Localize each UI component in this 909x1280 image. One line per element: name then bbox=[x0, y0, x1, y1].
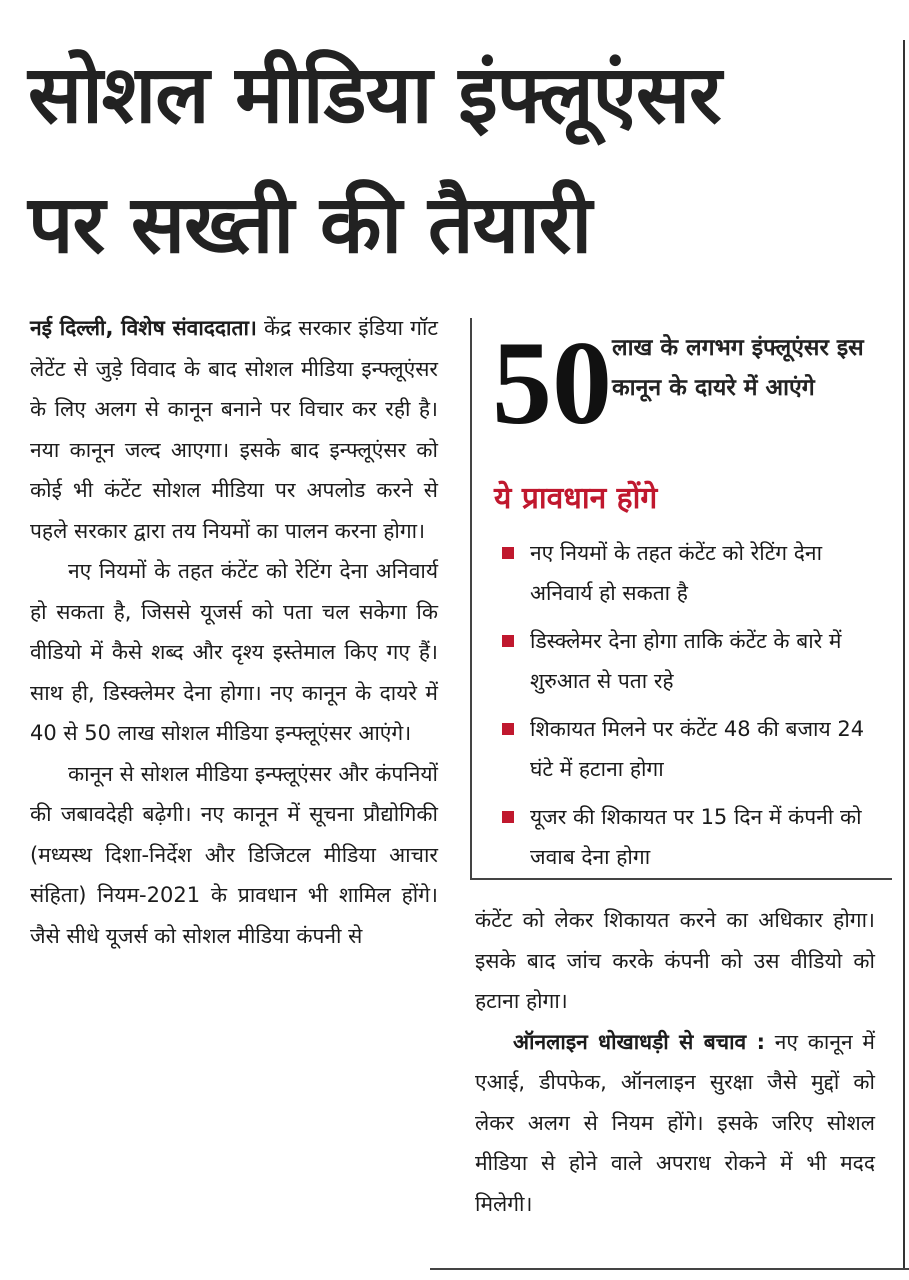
left-column bbox=[30, 308, 438, 956]
headline-line-1: सोशल मीडिया इंफ्लूएंसर bbox=[28, 48, 721, 141]
provision-item bbox=[492, 621, 887, 701]
provisions-list bbox=[492, 533, 887, 885]
square-bullet-icon bbox=[502, 547, 514, 559]
right-paragraph-1: कंटेंट को लेकर शिकायत करने का अधिकार होगा। इसके बाद जांच करके कंपनी को उस वीडियो को हटाना होगा। bbox=[475, 908, 875, 1013]
provision-text: डिस्क्लेमर देना होगा ताकि कंटेंट के बारे में शुरुआत से पता रहे bbox=[530, 629, 842, 693]
right-column bbox=[475, 900, 875, 1224]
right-paragraph-2-body: नए कानून में एआई, डीपफेक, ऑनलाइन सुरक्षा जैसे मुद्दों को लेकर अलग से नियम होंगे। इसके जरिए सोशल मीडिया से होने वाले अपराध रोकने में भी मदद मिलेगी। bbox=[475, 1029, 875, 1216]
provision-text: शिकायत मिलने पर कंटेंट 48 की बजाय 24 घंटे में हटाना होगा bbox=[530, 717, 865, 781]
provision-text: नए नियमों के तहत कंटेंट को रेटिंग देना अनिवार्य हो सकता है bbox=[530, 541, 823, 605]
bottom-rule bbox=[430, 1268, 909, 1270]
column-divider-right bbox=[903, 40, 905, 1270]
provision-item bbox=[492, 709, 887, 789]
square-bullet-icon bbox=[502, 811, 514, 823]
square-bullet-icon bbox=[502, 635, 514, 647]
dateline: नई दिल्ली, विशेष संवाददाता। bbox=[30, 316, 257, 340]
highlight-box bbox=[470, 318, 892, 880]
big-number: 50 bbox=[492, 316, 612, 449]
paragraph-3: कानून से सोशल मीडिया इन्फ्लूएंसर और कंपनियों की जबावदेही बढ़ेगी। नए कानून में सूचना प्रौद्योगिकी (मध्यस्थ दिशा-निर्देश और डिजिटल मीडिया आचार संहिता) नियम-2021 के प्रावधान भी शामिल होंगे। जैसे सीधे यूजर्स को सोशल मीडिया कंपनी से bbox=[30, 761, 438, 948]
subheading: ऑनलाइन धोखाधड़ी से बचाव : bbox=[513, 1029, 765, 1054]
square-bullet-icon bbox=[502, 723, 514, 735]
paragraph-1 bbox=[30, 308, 438, 551]
number-caption: लाख के लगभग इंफ्लूएंसर इस कानून के दायरे में आएंगे bbox=[612, 335, 864, 401]
provision-item bbox=[492, 533, 887, 613]
provision-item bbox=[492, 797, 887, 877]
provisions-title: ये प्रावधान होंगे bbox=[494, 481, 658, 516]
provision-text: यूजर की शिकायत पर 15 दिन में कंपनी को जवाब देना होगा bbox=[530, 805, 862, 869]
headline bbox=[28, 30, 888, 290]
paragraph-2: नए नियमों के तहत कंटेंट को रेटिंग देना अनिवार्य हो सकता है, जिससे यूजर्स को पता चल सकेगा कि वीडियो में कैसे शब्द और दृश्य इस्तेमाल किए गए हैं। साथ ही, डिस्क्लेमर देना होगा। नए कानून के दायरे में 40 से 50 लाख सोशल मीडिया इन्फ्लूएंसर आएंगे। bbox=[30, 559, 438, 745]
headline-line-2: पर सख्ती की तैयारी bbox=[28, 178, 592, 271]
paragraph-1-body: केंद्र सरकार इंडिया गॉट लेटेंट से जुड़े विवाद के बाद सोशल मीडिया इन्फ्लूएंसर के लिए अलग से कानून बनाने पर विचार कर रही है। नया कानून जल्द आएगा। इसके बाद इन्फ्लूएंसर को कोई भी कंटेंट सोशल मीडिया पर अपलोड करने से पहले सरकार द्वारा तय नियमों का पालन करना होगा। bbox=[30, 316, 438, 543]
right-paragraph-2 bbox=[475, 1022, 875, 1225]
